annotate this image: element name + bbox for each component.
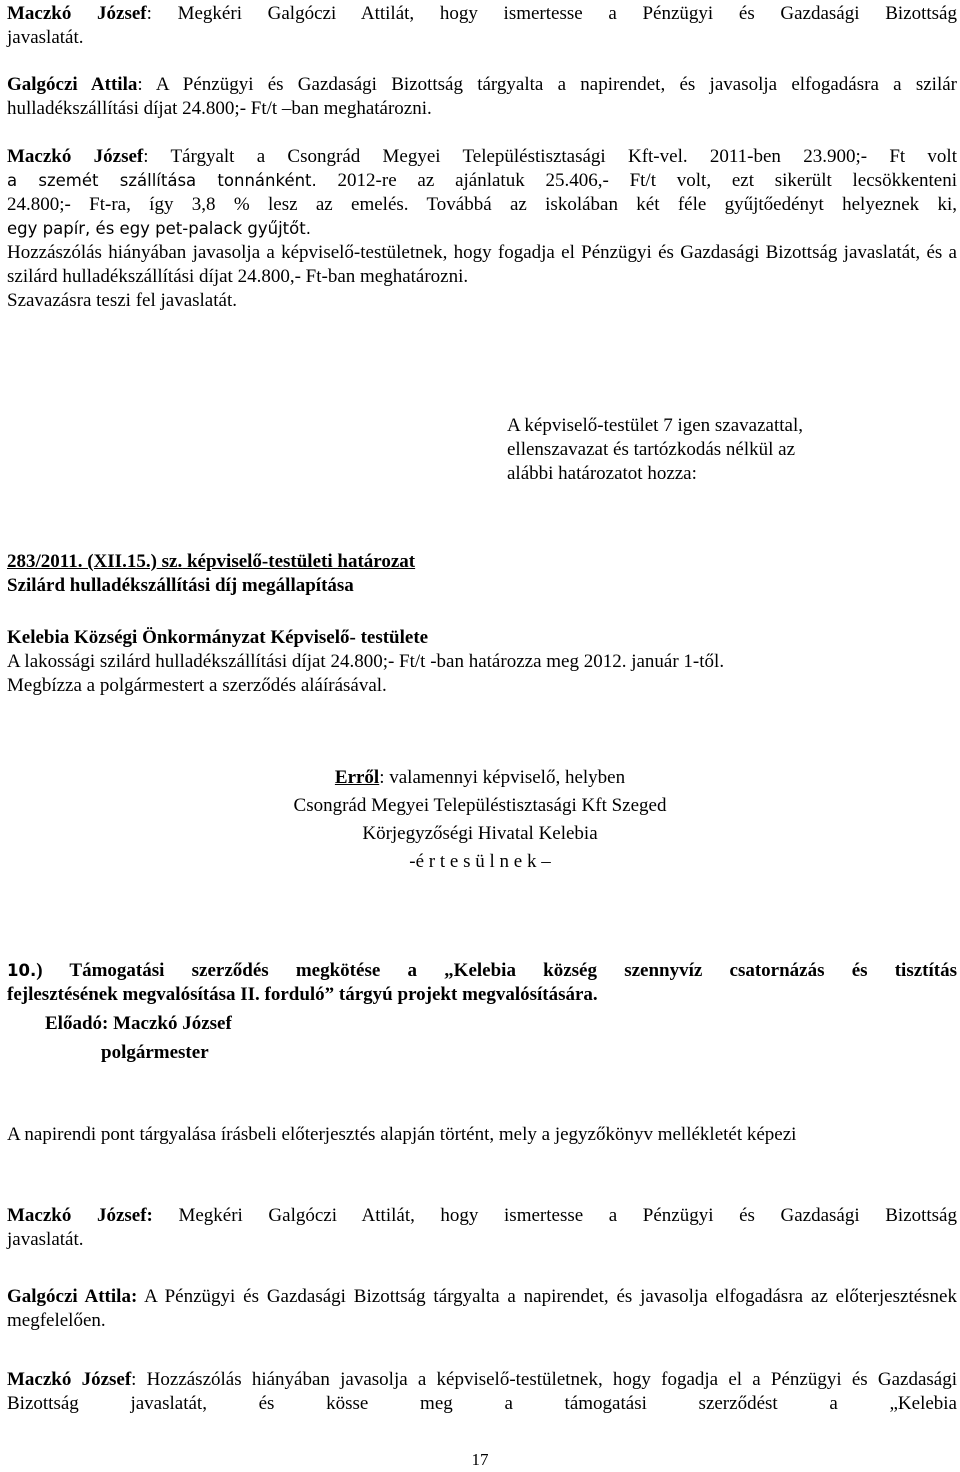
paragraph-request-2-cont: javaslatát.: [7, 1229, 84, 1250]
speaker-name: Galgóczi Attila:: [7, 1286, 138, 1307]
notify-line-2: Csongrád Megyei Településtisztasági Kft Szeged: [293, 795, 667, 816]
paragraph-discussion-line-3: [7, 193, 957, 217]
paragraph-proposal-2: Maczkó József: Hozzászólás hiányában javasolja a képviselő-testületnek, hogy fogadja el a Pénzügyi és Gazdasági Bizottság javaslatát, és kösse meg a támogatási szerződést a „Kelebia: [7, 1369, 957, 1414]
paragraph-request-1-cont: [7, 26, 957, 50]
paragraph-text: Hozzászólás hiányában javasolja a képviselő-testületnek, hogy fogadja el Pénzügyi és Gazdasági Bizottság javaslatát, és a szilárd hulladékszállítási díjat 24.800,- Ft-ban meghatározni.: [7, 242, 957, 287]
speaker-name: Galgóczi Attila: [7, 74, 138, 95]
paragraph-text: Szavazásra teszi fel javaslatát.: [7, 290, 237, 311]
vote-result-line-1: A képviselő-testület 7 igen szavazattal,: [507, 415, 803, 436]
notify-line-1: Erről: valamennyi képviselő, helyben: [334, 767, 626, 788]
agenda-intro: A napirendi pont tárgyalása írásbeli előterjesztés alapján történt, mely a jegyzőkönyv mellékletét képezi: [7, 1124, 797, 1145]
paragraph-vote-call: [7, 289, 957, 313]
paragraph-text: a szemét szállítása tonnánként.: [7, 171, 317, 190]
paragraph-text: : Megkéri Galgóczi Attilát, hogy ismertesse a Pénzügyi és Gazdasági Bizottság: [146, 3, 957, 24]
paragraph-proposal: [7, 241, 957, 289]
paragraph-text: : Tárgyalt a Csongrád Megyei Településtisztasági Kft-vel. 2011-ben 23.900;- Ft volt: [143, 146, 957, 167]
speaker-name: Maczkó József:: [7, 1205, 153, 1226]
presenter-role: polgármester: [101, 1042, 209, 1063]
vote-result-line-2: ellenszavazat és tartózkodás nélkül az: [507, 439, 796, 460]
resolution-number: 283/2011. (XII.15.): [7, 551, 157, 572]
agenda-item-10-title-line-1: 10.) Támogatási szerződés megkötése a „Kelebia község szennyvíz csatornázás és tisztítás: [7, 960, 957, 981]
resolution-text-1: A lakossági szilárd hulladékszállítási díjat 24.800;- Ft/t -ban határozza meg 2012. január 1-től.: [7, 651, 725, 672]
paragraph-committee-2: Galgóczi Attila: A Pénzügyi és Gazdasági Bizottság tárgyalta a napirendet, és javasolja elfogadásra az előterjesztésnek megfelelően.: [7, 1286, 957, 1331]
resolution-body-name: Kelebia Községi Önkormányzat Képviselő- testülete: [7, 627, 429, 648]
paragraph-text: 24.800;- Ft-ra, így 3,8 % lesz az emelés.: [7, 194, 409, 215]
paragraph-discussion-line-1: [7, 145, 957, 169]
paragraph-request-2: Maczkó József: Megkéri Galgóczi Attilát, hogy ismertesse a Pénzügyi és Gazdasági Bizottság: [7, 1205, 957, 1226]
notify-line-3: Körjegyzőségi Hivatal Kelebia: [362, 823, 598, 844]
resolution-title: Szilárd hulladékszállítási díj megállapítása: [7, 575, 354, 596]
page-number: 17: [471, 1450, 489, 1469]
notify-line-4: -é r t e s ü l n e k –: [409, 851, 551, 872]
agenda-item-10-title-line-2: fejlesztésének megvalósítása II. forduló” tárgyú projekt megvalósítására.: [7, 984, 598, 1005]
paragraph-text: javaslatát.: [7, 27, 84, 48]
paragraph-text: 2012-re az ajánlatuk 25.406,- Ft/t volt, ezt sikerült lecsökkenteni: [316, 170, 957, 191]
resolution-kind: képviselő-testületi határozat: [182, 551, 416, 572]
speaker-name: Maczkó József: [7, 146, 144, 167]
paragraph-request-1: [7, 2, 957, 26]
paragraph-discussion-line-4: [7, 217, 957, 241]
presenter: Előadó: Maczkó József: [45, 1013, 232, 1034]
speaker-name: Maczkó József: [7, 1369, 132, 1390]
paragraph-committee-1: [7, 73, 957, 121]
paragraph-text: egy papír, és egy pet-palack gyűjtőt.: [7, 219, 311, 238]
paragraph-discussion-line-2: [7, 169, 957, 193]
agenda-item-number: 10.: [7, 961, 37, 980]
notify-label: Erről: [334, 767, 380, 788]
speaker-name: Maczkó József: [7, 3, 147, 24]
resolution-text-2: Megbízza a polgármestert a szerződés aláírásával.: [7, 675, 387, 696]
vote-result-line-3: alábbi határozatot hozza:: [507, 463, 697, 484]
resolution-header: [7, 550, 957, 574]
resolution-sz: sz.: [156, 551, 183, 572]
paragraph-text: Továbbá az iskolában két féle gyűjtőedényt helyeznek ki,: [408, 194, 957, 215]
paragraph-text: : A Pénzügyi és Gazdasági Bizottság tárgyalta a napirendet, és javasolja elfogadásra a szilár hulladékszállítási díjat 24.800;- Ft/t –ban meghatározni.: [7, 74, 957, 119]
